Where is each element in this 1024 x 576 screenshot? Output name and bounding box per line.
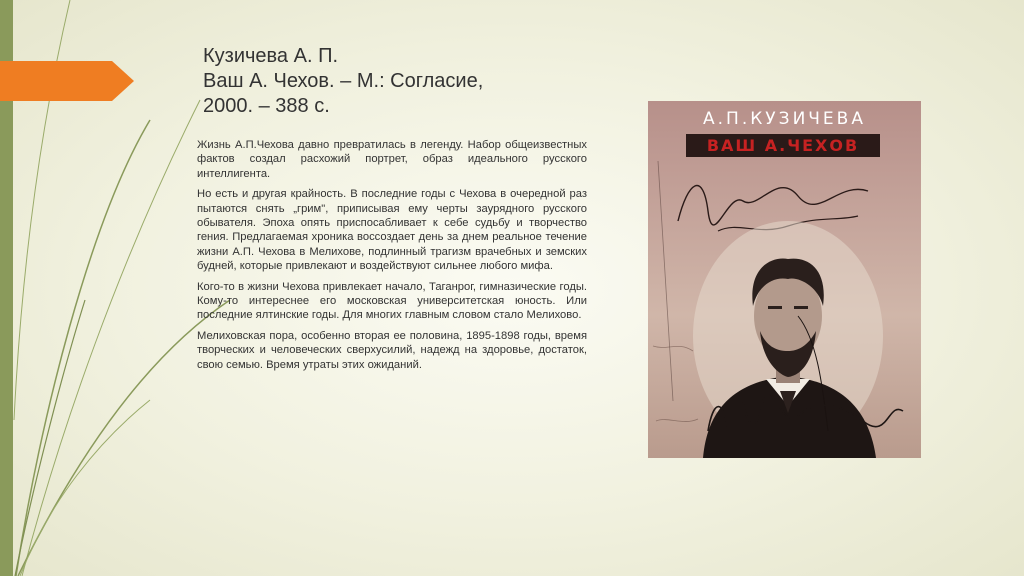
title-line-2: Ваш А. Чехов. – М.: Согласие, bbox=[203, 70, 484, 92]
slide-body bbox=[197, 138, 587, 378]
paragraph-3: Кого-то в жизни Чехова привлекает начало, Таганрог, гимназические годы. Кому-то интереснее его московская университетская юность. Или последние ялтинские годы. Для многих главным словом стало Мелихово. bbox=[197, 280, 587, 322]
cover-author: А.П.КУЗИЧЕВА bbox=[703, 109, 866, 129]
title-line-1: Кузичева А. П. bbox=[203, 45, 338, 67]
paragraph-4: Мелиховская пора, особенно вторая ее половина, 1895-1898 годы, время творческих и человеческих сверхусилий, надежд на здоровье, достаток, свою семью. Время утраты этих ожиданий. bbox=[197, 329, 587, 371]
orange-arrow-tab bbox=[0, 61, 134, 101]
cover-title: ВАШ А.ЧЕХОВ bbox=[706, 136, 860, 155]
slide-title bbox=[203, 44, 603, 119]
cover-title-bar bbox=[686, 134, 880, 157]
title-line-3: 2000. – 388 с. bbox=[203, 95, 330, 117]
paragraph-2: Но есть и другая крайность. В последние годы с Чехова в очередной раз пытаются снять „грим", приписывая ему черты заурядного русского обывателя. Эпоха опять приспосабливает к себе судьбу и творчество гения. Предлагаемая хроника воссоздает день за днем реальное течение жизни А.П. Чехова в Мелихове, подлинный трагизм врачебных и земских будней, которые привлекают и воздействуют сильнее любого мифа. bbox=[197, 188, 587, 273]
paragraph-1: Жизнь А.П.Чехова давно превратилась в легенду. Набор общеизвестных фактов создал расхожий портрет, образ идеального русского интеллигента. bbox=[197, 139, 587, 180]
book-cover-image bbox=[648, 101, 921, 458]
